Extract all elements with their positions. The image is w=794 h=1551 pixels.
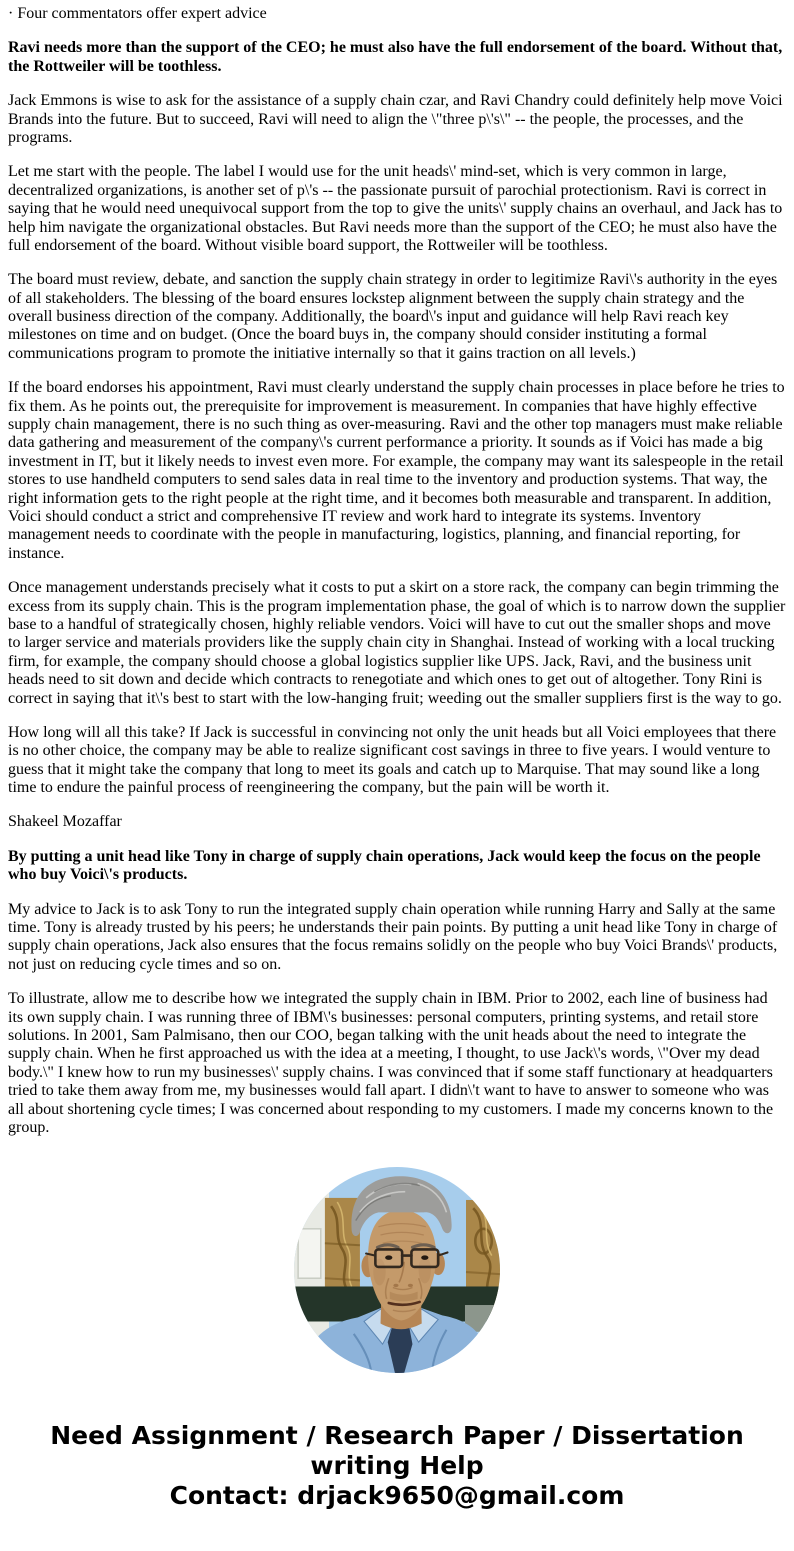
- paragraph-measurement: If the board endorses his appointment, Ravi must clearly understand the supply chain processes in place before he tries to fix them. As he points out, the prerequisite for improvement is measurement. In companies that have highly effective supply chain management, there is no such thing as over-measuring. Ravi and the other top managers must make reliable data gathering and measurement of the company\'s current performance a priority. It sounds as if Voici has made a big investment in IT, but it likely needs to invest even more. For example, the company may want its salespeople in the retail stores to use handheld computers to send sales data in real time to the inventory and production systems. That way, the right information gets to the right people at the right time, and it becomes both measurable and transparent. In addition, Voici should conduct a strict and comprehensive IT review and work hard to integrate its systems. Inventory management needs to coordinate with the people in manufacturing, logistics, planning, and financial reporting, for instance.: [8, 379, 785, 562]
- footer-heading: [8, 1421, 786, 1511]
- portrait-photo: [8, 1167, 786, 1373]
- bold-summary-1: Ravi needs more than the support of the CEO; he must also have the full endorsement of the board. Without that, the Rottweiler will be toothless.: [8, 39, 783, 75]
- footer-line-1: Need Assignment / Research Paper / Dissertation: [50, 1421, 744, 1451]
- advice-note-line: · Four commentators offer expert advice: [8, 5, 267, 22]
- footer-contact-email: Contact: drjack9650@gmail.com: [169, 1481, 625, 1511]
- bold-summary-2: By putting a unit head like Tony in charge of supply chain operations, Jack would keep the focus on the people who buy Voici\'s products.: [8, 847, 761, 884]
- portrait-photo-image: [294, 1167, 500, 1373]
- paragraph-implementation: Once management understands precisely what it costs to put a skirt on a store rack, the company can begin trimming the excess from its supply chain. This is the program implementation phase, the goal of which is to narrow down the supplier base to a handful of strategically chosen, highly reliable vendors. Voici will have to cut out the smaller shops and move to larger service and materials providers like the supply chain city in Shanghai. Instead of working with a local trucking firm, for example, the company should choose a global logistics supplier like UPS. Jack, Ravi, and the business unit heads need to sit down and decide which contracts to renegotiate and which ones to get out of altogether. Tony Rini is correct in saying that it\'s best to start with the low-hanging fruit; weeding out the smaller suppliers first is the way to go.: [8, 579, 786, 707]
- footer-line-2: writing Help: [310, 1451, 484, 1481]
- paragraph-advice: My advice to Jack is to ask Tony to run the integrated supply chain operation while running Harry and Sally at the same time. Tony is already trusted by his peers; he understands their pain points. By putting a unit head like Tony in charge of supply chain operations, Jack also ensures that the focus remains solidly on the people who buy Voici Brands\' products, not just on reducing cycle times and so on.: [8, 900, 778, 973]
- paragraph-people: Let me start with the people. The label I would use for the unit heads\' mind-set, which is very common in large, decentralized organizations, is another set of p\'s -- the passionate pursuit of parochial protectionism. Ravi is correct in saying that he would need unequivocal support from the top to give the units\' supply chains an overhaul, and Jack has to help him navigate the organizational obstacles. But Ravi needs more than the support of the CEO; he must also have the full endorsement of the board. Without visible board support, the Rottweiler will be toothless.: [8, 163, 783, 254]
- paragraph-intro: Jack Emmons is wise to ask for the assistance of a supply chain czar, and Ravi Chandry could definitely help move Voici Brands into the future. But to succeed, Ravi will need to align the \"three p\'s\" -- the people, the processes, and the programs.: [8, 92, 783, 146]
- photo-eye-left: [385, 1256, 392, 1261]
- paragraph-timeline: How long will all this take? If Jack is successful in convincing not only the unit heads but all Voici employees that there is no other choice, the company may be able to realize significant cost savings in three to five years. I would venture to guess that it might take the company that long to meet its goals and catch up to Marquise. That may sound like a long time to endure the painful process of reengineering the company, but the pain will be worth it.: [8, 723, 777, 797]
- paragraph-ibm-story: To illustrate, allow me to describe how we integrated the supply chain in IBM. Prior to 2002, each line of business had its own supply chain. I was running three of IBM\'s businesses: personal computers, printing systems, and retail store solutions. In 2001, Sam Palmisano, then our COO, began talking with the unit heads about the need to integrate the supply chain. When he first approached us with the idea at a meeting, I thought, to use Jack\'s words, \"Over my dead body.\" I knew how to run my businesses\' supply chains. I was convinced that if some staff functionary at headquarters tried to take them away from me, my businesses would fall apart. I didn\'t want to have to answer to someone who was all about shortening cycle times; I was concerned about responding to my customers. I made my concerns known to the group.: [8, 990, 774, 1136]
- paragraph-board: The board must review, debate, and sanction the supply chain strategy in order to legitimize Ravi\'s authority in the eyes of all stakeholders. The blessing of the board ensures lockstep alignment between the supply chain strategy and the overall business direction of the company. Additionally, the board\'s input and guidance will help Ravi reach key milestones on time and on budget. (Once the board buys in, the company should consider instituting a formal communications program to promote the initiative internally so that it gains traction on all levels.): [8, 271, 778, 362]
- photo-eye-right: [421, 1256, 428, 1261]
- commentator-name: Shakeel Mozaffar: [8, 813, 122, 831]
